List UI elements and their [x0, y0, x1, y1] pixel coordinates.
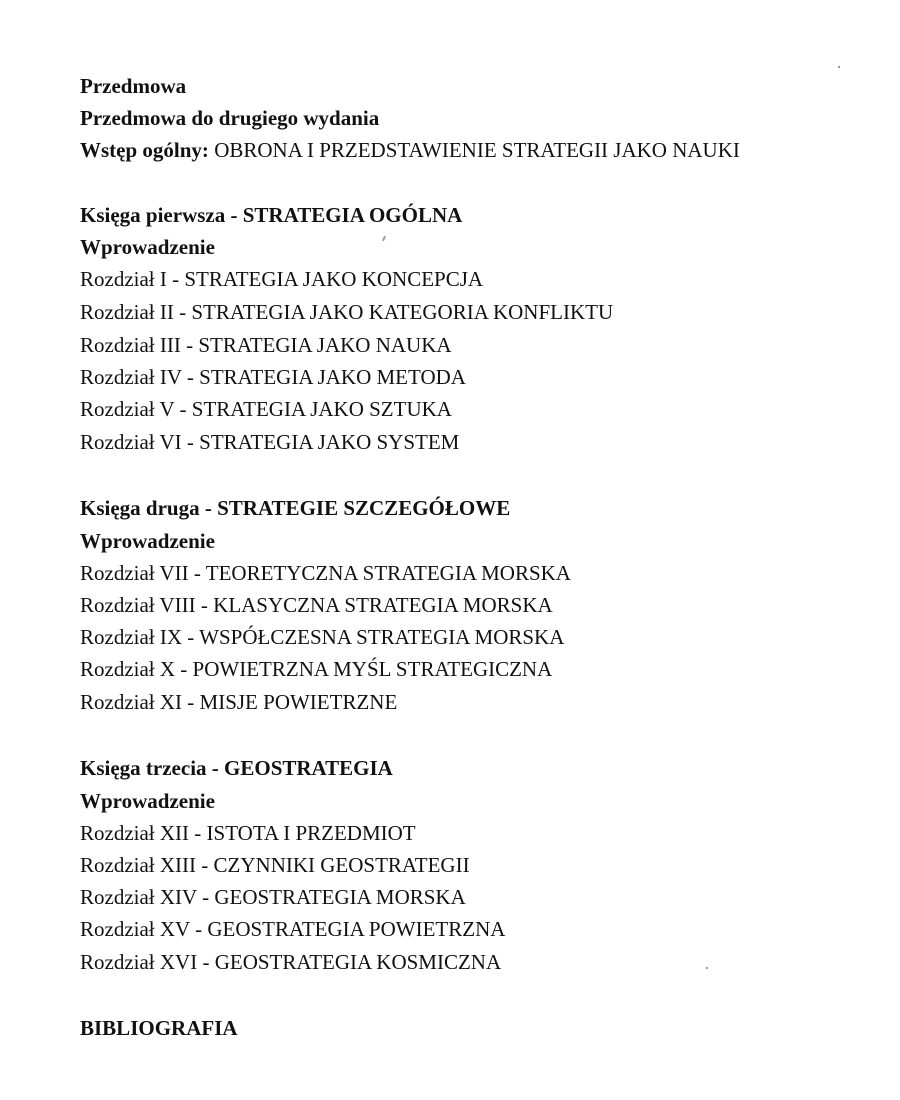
- book1-heading: [80, 203, 462, 227]
- bibliography-heading: BIBLIOGRAFIA: [80, 1016, 238, 1040]
- book1-title: STRATEGIA OGÓLNA: [242, 203, 463, 227]
- chapter-viii: Rozdział VIII - KLASYCZNA STRATEGIA MORSKA: [80, 593, 553, 617]
- scan-speck: [838, 66, 840, 68]
- chapter-iv: Rozdział IV - STRATEGIA JAKO METODA: [80, 365, 466, 389]
- chapter-i: Rozdział I - STRATEGIA JAKO KONCEPCJA: [80, 267, 484, 291]
- chapter-xiv: Rozdział XIV - GEOSTRATEGIA MORSKA: [80, 885, 466, 909]
- chapter-x: Rozdział X - POWIETRZNA MYŚL STRATEGICZNA: [80, 657, 553, 681]
- chapter-vi: Rozdział VI - STRATEGIA JAKO SYSTEM: [80, 430, 460, 454]
- book1-label: Księga pierwsza -: [80, 203, 238, 227]
- book2-heading: [80, 496, 510, 520]
- chapter-iii: Rozdział III - STRATEGIA JAKO NAUKA: [80, 333, 452, 357]
- intro-title: OBRONA I PRZEDSTAWIENIE STRATEGII JAKO NAUKI: [214, 138, 740, 162]
- book2-title: STRATEGIE SZCZEGÓŁOWE: [217, 496, 511, 520]
- book2-intro: Wprowadzenie: [80, 529, 215, 553]
- chapter-xii: Rozdział XII - ISTOTA I PRZEDMIOT: [80, 821, 416, 845]
- chapter-v: Rozdział V - STRATEGIA JAKO SZTUKA: [80, 397, 452, 421]
- chapter-xv: Rozdział XV - GEOSTRATEGIA POWIETRZNA: [80, 917, 506, 941]
- preface-second-edition-heading: Przedmowa do drugiego wydania: [80, 106, 380, 130]
- chapter-ix: Rozdział IX - WSPÓŁCZESNA STRATEGIA MORSKA: [80, 625, 565, 649]
- chapter-vii: Rozdział VII - TEORETYCZNA STRATEGIA MORSKA: [80, 561, 571, 585]
- intro-line: [80, 138, 740, 162]
- book3-intro: Wprowadzenie: [80, 789, 215, 813]
- chapter-xvi: Rozdział XVI - GEOSTRATEGIA KOSMICZNA: [80, 950, 502, 974]
- book3-title: GEOSTRATEGIA: [224, 756, 393, 780]
- book1-intro: Wprowadzenie: [80, 235, 215, 259]
- chapter-xiii: Rozdział XIII - CZYNNIKI GEOSTRATEGII: [80, 853, 470, 877]
- chapter-ii: Rozdział II - STRATEGIA JAKO KATEGORIA KONFLIKTU: [80, 300, 614, 324]
- scan-speck: [706, 967, 708, 969]
- chapter-xi: Rozdział XI - MISJE POWIETRZNE: [80, 690, 398, 714]
- book3-label: Księga trzecia -: [80, 756, 219, 780]
- scan-speck: [382, 236, 386, 241]
- book2-label: Księga druga -: [80, 496, 212, 520]
- book3-heading: [80, 756, 393, 780]
- preface-heading: Przedmowa: [80, 74, 187, 98]
- intro-label: Wstęp ogólny:: [80, 138, 209, 162]
